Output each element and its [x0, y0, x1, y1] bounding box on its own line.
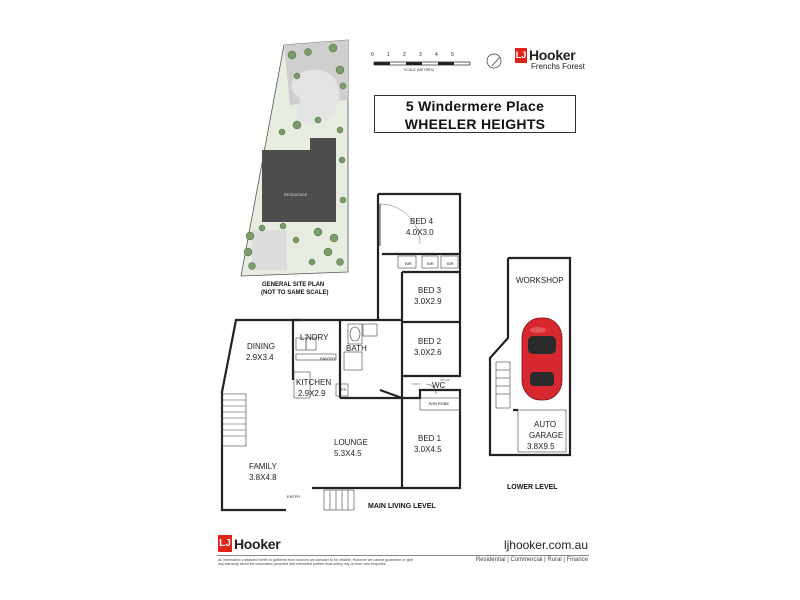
room-wc-name: WC: [432, 381, 446, 390]
room-bed4-dims: 4.0X3.0: [406, 228, 434, 237]
north-arrow-icon: [487, 54, 501, 68]
lower-level-title: LOWER LEVEL: [507, 484, 558, 491]
fridge-label: FR: [341, 387, 347, 392]
brand-name-footer: Hooker: [234, 535, 281, 552]
scale-tick-2: 2: [403, 52, 406, 58]
lj-hooker-logo: [515, 47, 585, 71]
wir-label: B/IN ROBE: [429, 401, 450, 406]
bir-label-3: BIR: [447, 261, 454, 266]
lj-mark-footer: LJ: [218, 535, 232, 552]
room-lounge-name: LOUNGE: [334, 438, 368, 447]
room-family-dims: 3.8X4.8: [249, 473, 277, 482]
website-url: ljhooker.com.au: [503, 538, 588, 552]
site-plan-scale-note: (NOT TO SAME SCALE): [261, 290, 329, 296]
main-level-title: MAIN LIVING LEVEL: [368, 503, 436, 510]
property-address-box: [374, 95, 576, 133]
pantry-label: PANTRY: [320, 356, 336, 361]
room-garage-dims: 3.8X9.5: [527, 442, 555, 451]
room-bed2-dims: 3.0X2.6: [414, 348, 442, 357]
scale-tick-1: 1: [387, 52, 390, 58]
entry-label: ENTRY: [287, 494, 301, 499]
scale-tick-3: 3: [419, 52, 422, 58]
room-kitchen-dims: 2.9X2.9: [298, 389, 326, 398]
room-lounge-dims: 5.3X4.5: [334, 449, 362, 458]
room-dining-name: DINING: [247, 342, 275, 351]
room-bath-name: BATH: [346, 344, 367, 353]
room-family-name: FAMILY: [249, 462, 277, 471]
room-dining-dims: 2.9X3.4: [246, 353, 274, 362]
room-bed1-dims: 3.0X4.5: [414, 445, 442, 454]
brand-name: Hooker: [529, 47, 576, 63]
disclaimer-text: All information contained herein is gathered from sources we consider to be reliable. However we cannot guarantee or give any warranty about the information provided and interested parties must solely rely on their own enquiries.: [218, 558, 414, 567]
room-bed1-name: BED 1: [418, 434, 442, 443]
room-garage-name-1: AUTO: [534, 420, 557, 429]
division-list: Residential | Commercial | Rural | Finance: [475, 557, 588, 563]
lj-hooker-footer-logo: [218, 535, 280, 552]
room-bed3-name: BED 3: [418, 286, 442, 295]
scale-caption: SCALE (METRES): [404, 68, 435, 72]
room-bed2-name: BED 2: [418, 337, 442, 346]
residence-label: RESIDENCE: [284, 192, 308, 197]
bir-label-1: BIR: [405, 261, 412, 266]
car-icon: [522, 318, 562, 400]
site-plan: [241, 40, 348, 276]
property-address-line1: 5 Windermere Place: [405, 98, 545, 114]
site-plan-caption: GENERAL SITE PLAN: [262, 282, 325, 288]
room-kitchen-name: KITCHEN: [296, 378, 332, 387]
footer-divider: [217, 555, 589, 556]
room-bed4-name: BED 4: [410, 217, 434, 226]
room-workshop-name: WORKSHOP: [516, 276, 564, 285]
property-suburb: WHEELER HEIGHTS: [404, 116, 546, 132]
scale-tick-0: 0: [371, 52, 374, 58]
room-laundry-name: L'NDRY: [300, 333, 329, 342]
lj-mark: LJ: [515, 48, 527, 63]
residence-block: [262, 138, 336, 222]
scale-tick-5: 5: [451, 52, 454, 58]
room-bed3-dims: 3.0X2.9: [414, 297, 442, 306]
bir-label-2: BIR: [427, 261, 434, 266]
office-name: Frenchs Forest: [531, 62, 585, 71]
room-garage-name-2: GARAGE: [529, 431, 564, 440]
scale-bar: [374, 62, 470, 65]
scale-tick-4: 4: [435, 52, 438, 58]
